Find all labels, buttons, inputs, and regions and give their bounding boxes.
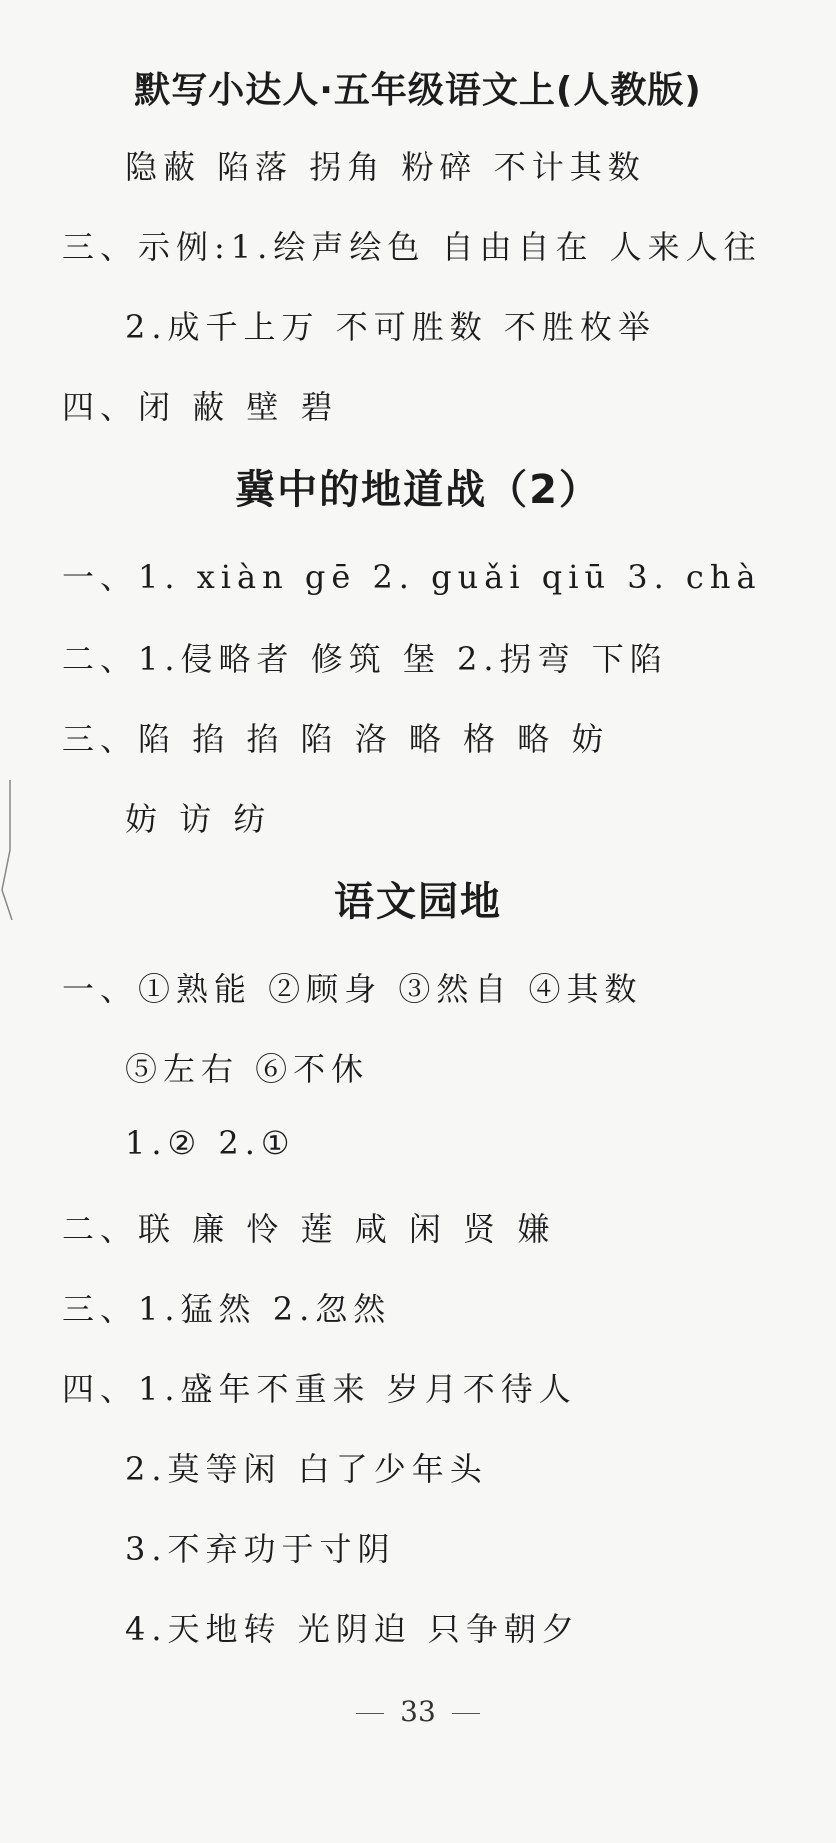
answer-line: 妨 访 纺 bbox=[125, 800, 272, 838]
dash-divider bbox=[452, 1713, 480, 1714]
section-title: 语文园地 bbox=[334, 879, 502, 925]
answer-line: 二、联 廉 怜 莲 咸 闲 贤 嫌 bbox=[62, 1210, 556, 1248]
answer-line: 3.不弃功于寸阴 bbox=[125, 1530, 396, 1568]
answer-line: 三、1.猛然 2.忽然 bbox=[62, 1290, 392, 1328]
answer-line: 一、1. xiàn gē 2. guǎi qiū 3. chà bbox=[62, 558, 762, 596]
answer-line: 四、闭 蔽 壁 碧 bbox=[62, 388, 339, 426]
answer-line: 隐蔽 陷落 拐角 粉碎 不计其数 bbox=[125, 148, 646, 186]
margin-mark-icon bbox=[0, 780, 14, 920]
answer-line: 2.成千上万 不可胜数 不胜枚举 bbox=[125, 308, 656, 346]
answer-line: ⑤左右 ⑥不休 bbox=[125, 1050, 370, 1088]
answer-line: 三、示例:1.绘声绘色 自由自在 人来人往 bbox=[62, 228, 762, 266]
answer-line: 四、1.盛年不重来 岁月不待人 bbox=[62, 1370, 577, 1408]
answer-line: 一、①熟能 ②顾身 ③然自 ④其数 bbox=[62, 970, 643, 1008]
answer-line: 二、1.侵略者 修筑 堡 2.拐弯 下陷 bbox=[62, 640, 668, 678]
section-title: 冀中的地道战（2） bbox=[235, 467, 601, 513]
dash-divider bbox=[356, 1713, 384, 1714]
answer-line: 1.② 2.① bbox=[125, 1124, 296, 1162]
answer-line: 2.莫等闲 白了少年头 bbox=[125, 1450, 488, 1488]
answer-line: 三、陷 掐 掐 陷 洛 略 格 略 妨 bbox=[62, 720, 610, 758]
page-number bbox=[0, 1695, 836, 1728]
page-header-title: 默写小达人·五年级语文上(人教版) bbox=[134, 70, 702, 111]
answer-line: 4.天地转 光阴迫 只争朝夕 bbox=[125, 1610, 580, 1648]
page-number-text: 33 bbox=[400, 1695, 436, 1728]
